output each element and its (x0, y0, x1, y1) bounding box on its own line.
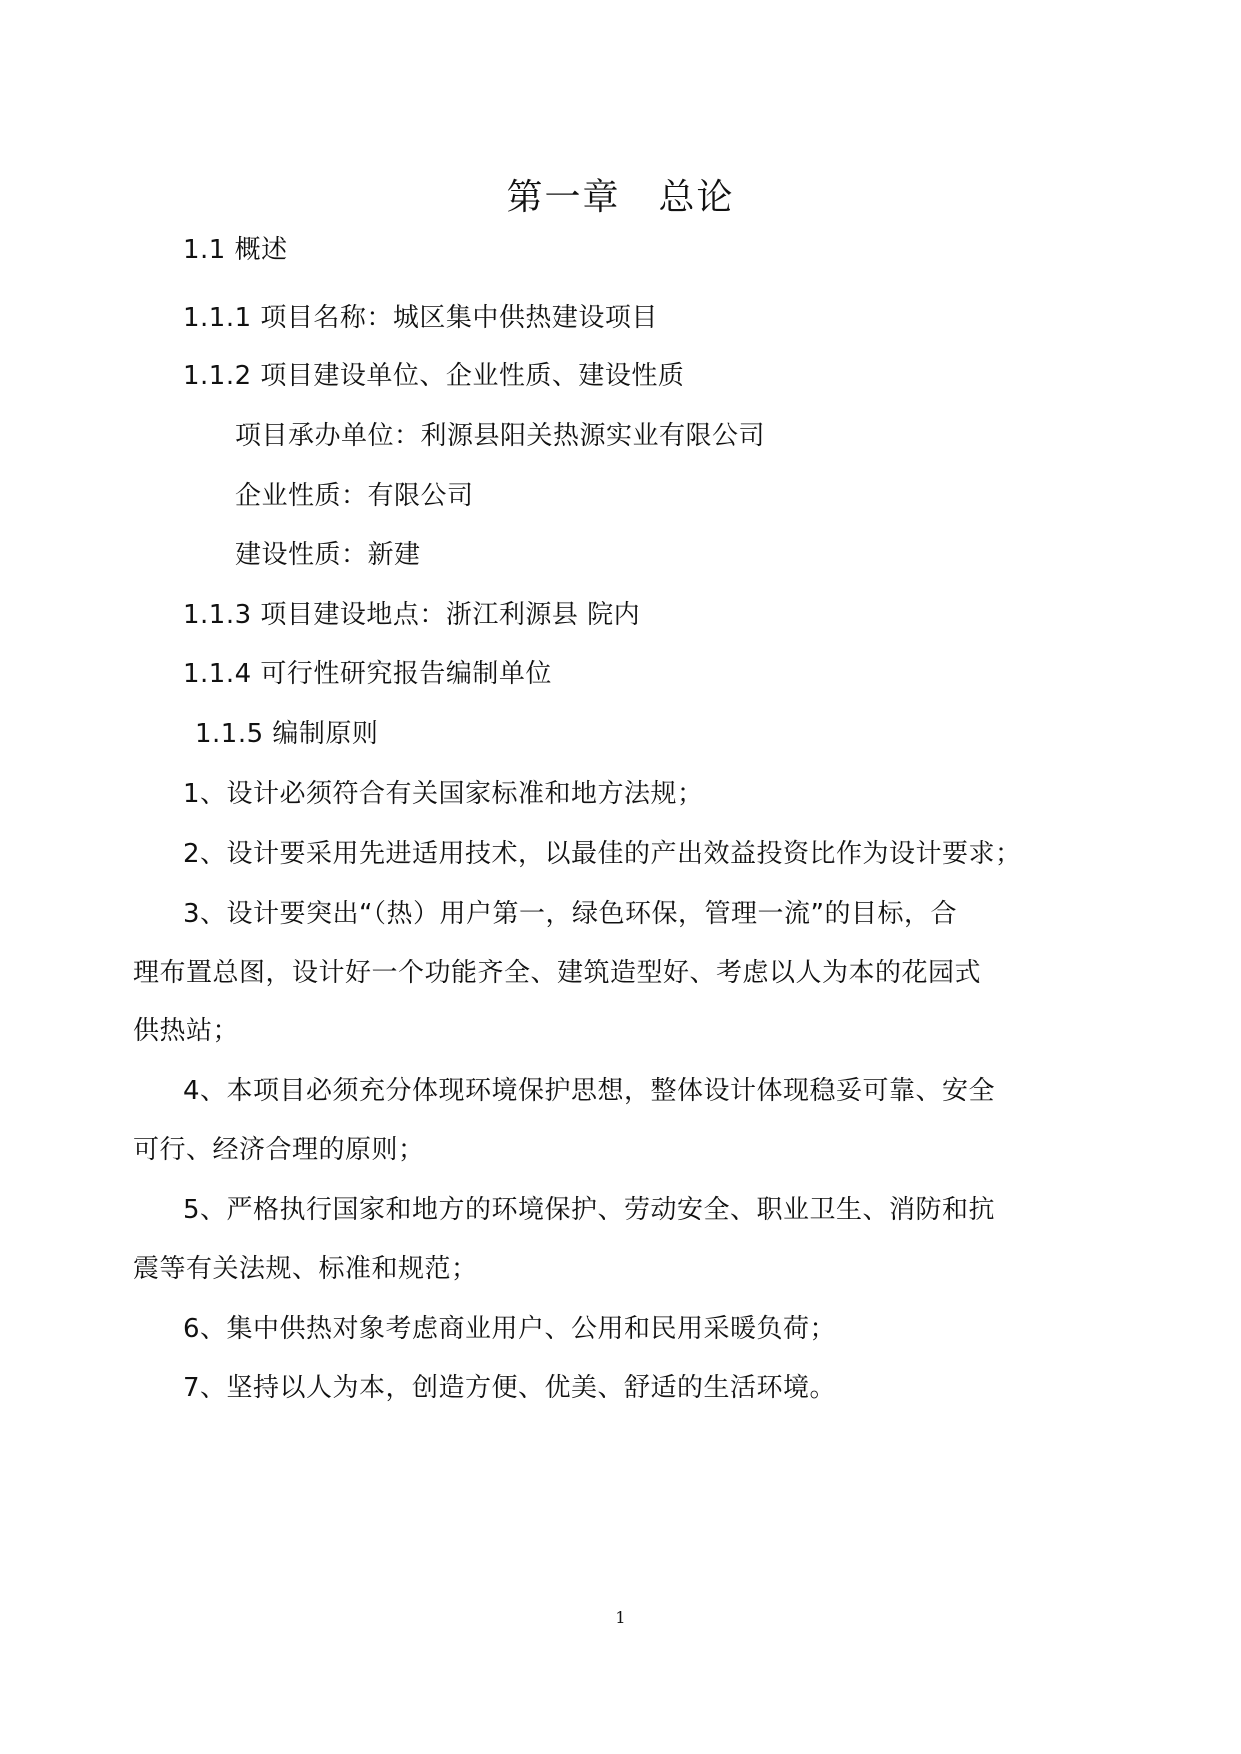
principle-3-line-1: 3、设计要突出“（热）用户第一，绿色环保，管理一流”的目标，合 (183, 899, 957, 929)
principle-3-line-3: 供热站； (133, 1016, 240, 1046)
principle-5-line-1: 5、严格执行国家和地方的环境保护、劳动安全、职业卫生、消防和抗 (183, 1195, 996, 1225)
principle-2: 2、设计要采用先进适用技术，以最佳的产出效益投资比作为设计要求； (183, 839, 1022, 869)
item-construction-location: 1.1.3 项目建设地点：浙江利源县 院内 (183, 600, 641, 630)
item-compilation-principles: 1.1.5 编制原则 (195, 719, 379, 749)
item-feasibility-report-unit: 1.1.4 可行性研究报告编制单位 (183, 659, 552, 689)
principle-7: 7、坚持以人为本，创造方便、优美、舒适的生活环境。 (183, 1373, 837, 1403)
item-construction-unit: 1.1.2 项目建设单位、企业性质、建设性质 (183, 361, 685, 391)
undertaking-unit: 项目承办单位：利源县阳关热源实业有限公司 (235, 421, 766, 451)
page-number: 1 (615, 1608, 626, 1627)
principle-4-line-1: 4、本项目必须充分体现环境保护思想，整体设计体现稳妥可靠、安全 (183, 1076, 996, 1106)
principle-5-line-2: 震等有关法规、标准和规范； (133, 1254, 478, 1284)
item-project-name: 1.1.1 项目名称：城区集中供热建设项目 (183, 303, 658, 333)
principle-6: 6、集中供热对象考虑商业用户、公用和民用采暖负荷； (183, 1314, 837, 1344)
enterprise-nature: 企业性质：有限公司 (235, 481, 474, 511)
principle-4-line-2: 可行、经济合理的原则； (133, 1135, 425, 1165)
principle-1: 1、设计必须符合有关国家标准和地方法规； (183, 779, 704, 809)
principle-3-line-2: 理布置总图，设计好一个功能齐全、建筑造型好、考虑以人为本的花园式 (133, 958, 982, 988)
chapter-title: 第一章 总论 (506, 177, 735, 218)
section-heading-overview: 1.1 概述 (183, 235, 288, 265)
construction-nature: 建设性质：新建 (235, 540, 421, 570)
